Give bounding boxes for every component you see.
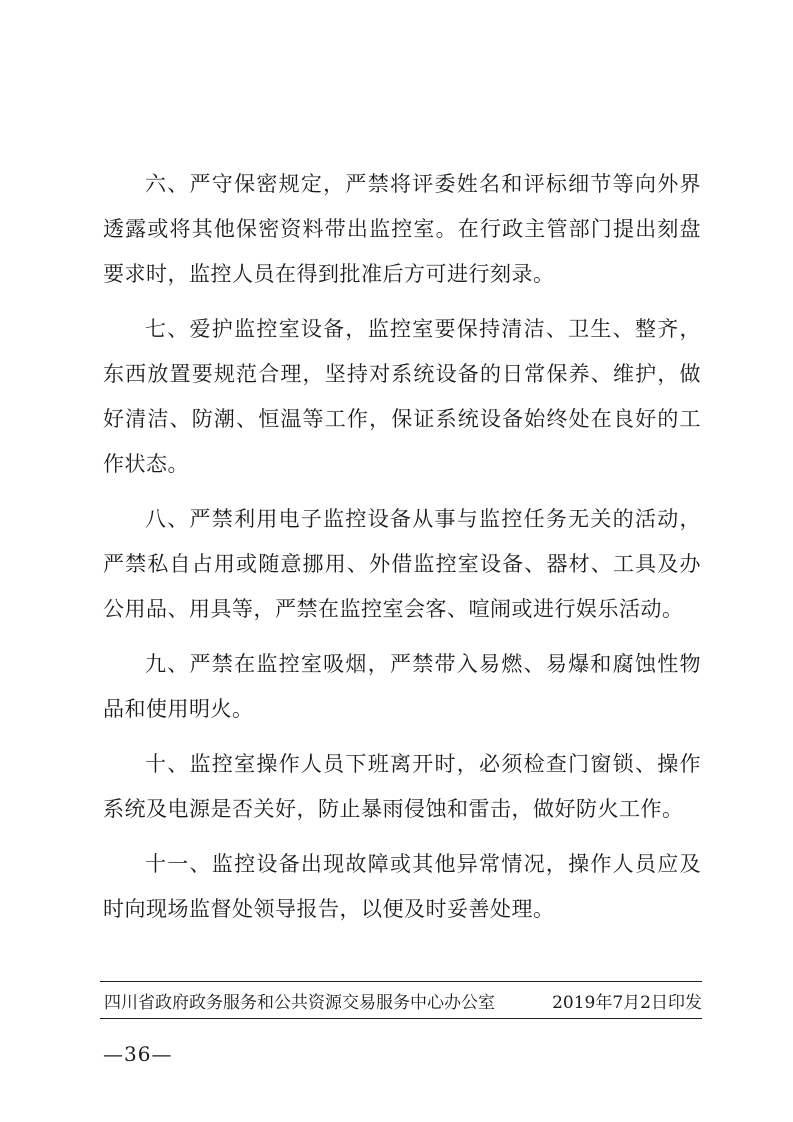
paragraph-six: 六、严守保密规定，严禁将评委姓名和评标细节等向外界透露或将其他保密资料带出监控室。在行政主管部门提出刻盘要求时，监控人员在得到批准后方可进行刻录。	[103, 172, 701, 286]
paragraph-ten: 十、监控室操作人员下班离开时，必须检查门窗锁、操作系统及电源是否关好，防止暴雨侵蚀和雷击，做好防火工作。	[103, 752, 701, 821]
footer-imprint	[104, 985, 702, 1015]
paragraph-seven: 七、爱护监控室设备，监控室要保持清洁、卫生、整齐，东西放置要规范合理，坚持对系统设备的日常保养、维护，做好清洁、防潮、恒温等工作，保证系统设备始终处在良好的工作状态。	[103, 317, 701, 476]
page-number: —36—	[103, 1042, 173, 1066]
paragraph-eight: 八、严禁利用电子监控设备从事与监控任务无关的活动，严禁私自占用或随意挪用、外借监控室设备、器材、工具及办公用品、用具等，严禁在监控室会客、喧闹或进行娱乐活动。	[103, 507, 701, 621]
footer-bottom-rule	[100, 1018, 702, 1019]
footer-date: 2019年7月2日印发	[552, 992, 702, 1013]
document-body	[103, 162, 701, 942]
footer-top-rule	[100, 981, 702, 982]
paragraph-eleven: 十一、监控设备出现故障或其他异常情况，操作人员应及时向现场监督处领导报告，以便及时妥善处理。	[103, 852, 701, 921]
footer-issuer: 四川省政府政务服务和公共资源交易服务中心办公室	[104, 992, 495, 1013]
paragraph-nine: 九、严禁在监控室吸烟，严禁带入易燃、易爆和腐蚀性物品和使用明火。	[103, 652, 701, 721]
